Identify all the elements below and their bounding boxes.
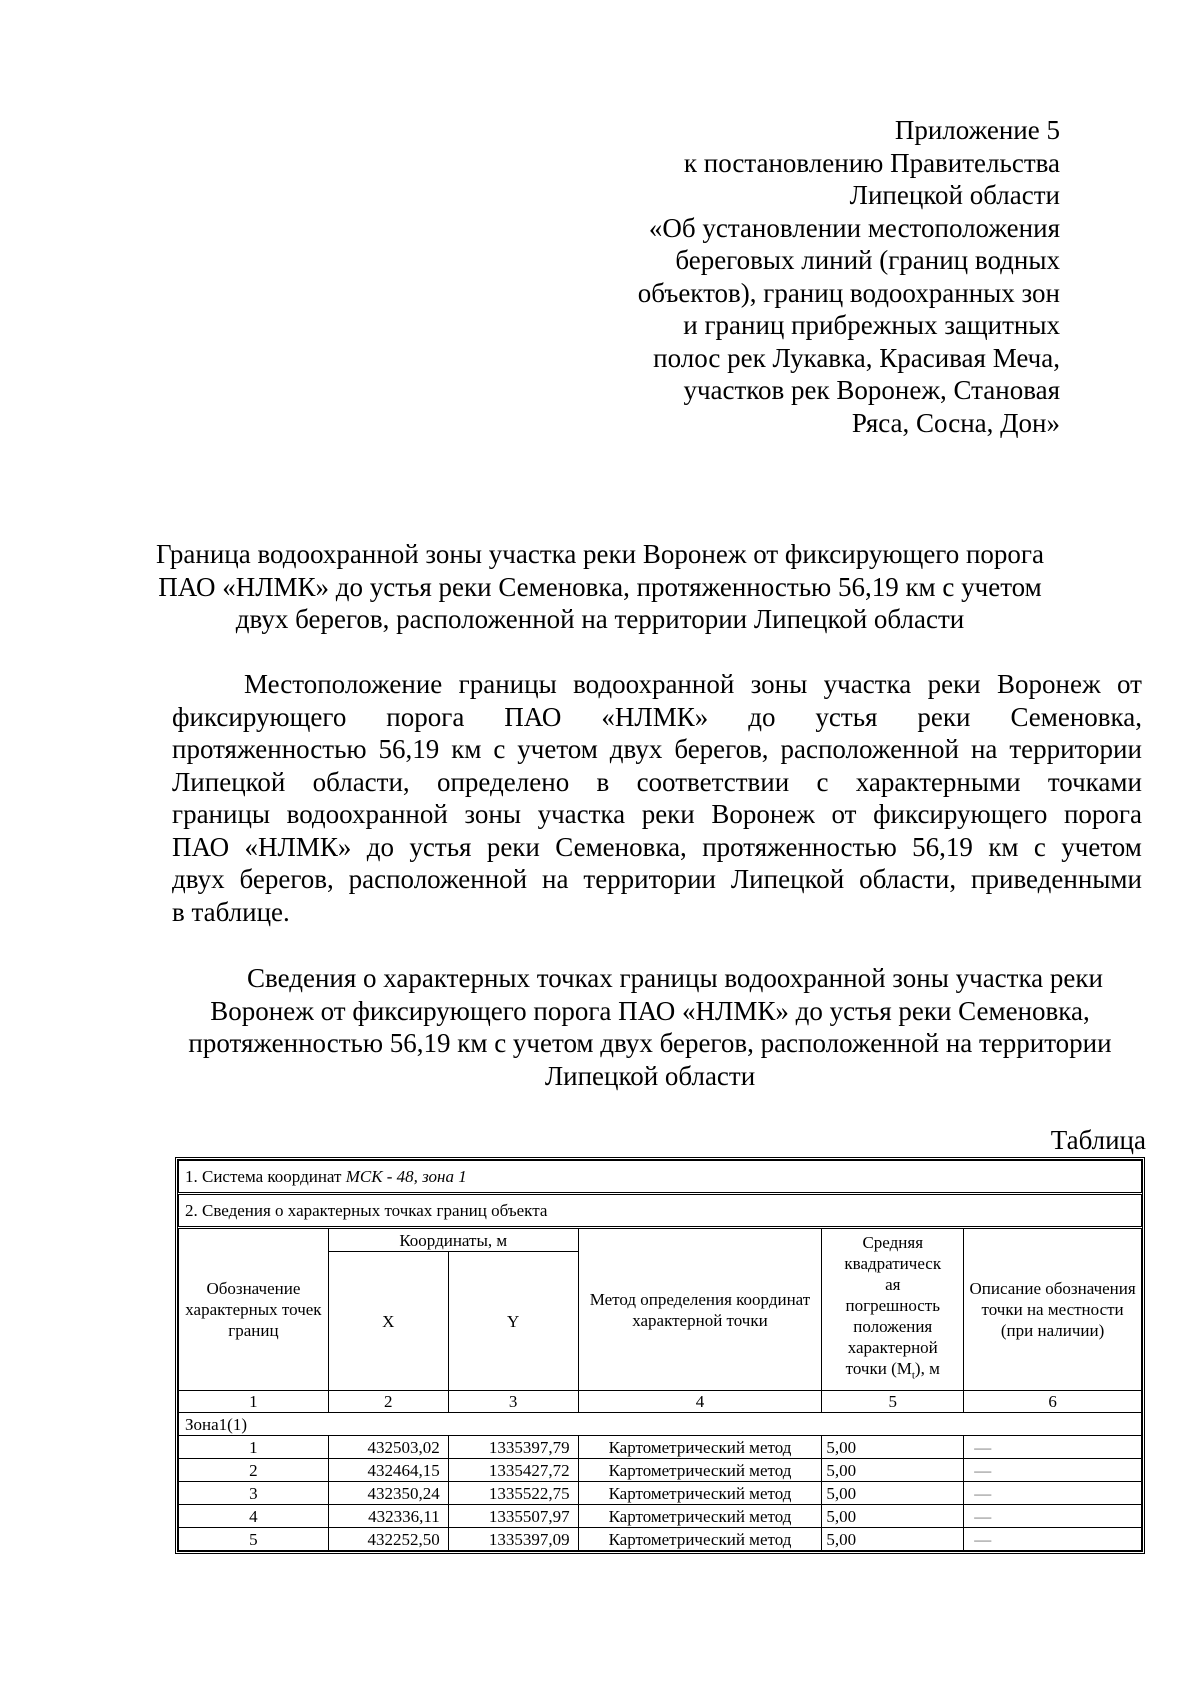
header-description: Описание обозначения точки на местности (при наличии) xyxy=(964,1228,1142,1391)
title-line: ПАО «НЛМК» до устья реки Семеновка, протяженностью 56,19 км с учетом xyxy=(158,571,1042,602)
description-cell: — xyxy=(964,1505,1142,1528)
appendix-line: к постановлению Правительства xyxy=(683,147,1060,178)
header-x: X xyxy=(328,1252,448,1391)
col-number: 1 xyxy=(179,1391,329,1413)
error-cell: 5,00 xyxy=(822,1505,964,1528)
zone-label: Зона1(1) xyxy=(179,1413,1142,1436)
object-info-row: 2. Сведения о характерных точках границ объекта xyxy=(179,1194,1142,1228)
description-cell: — xyxy=(964,1436,1142,1459)
x-coordinate-cell: 432336,11 xyxy=(328,1505,448,1528)
x-coordinate-cell: 432464,15 xyxy=(328,1459,448,1482)
col-number: 4 xyxy=(578,1391,822,1413)
point-number-cell: 2 xyxy=(179,1459,329,1482)
appendix-line: Ряса, Сосна, Дон» xyxy=(851,407,1060,438)
table-row xyxy=(179,1505,1142,1528)
paragraph-line: в таблице. xyxy=(172,896,290,927)
point-number-cell: 1 xyxy=(179,1436,329,1459)
paragraph-line: двух берегов, расположенной на территории Липецкой области, приведенными xyxy=(172,864,1142,894)
col-number: 3 xyxy=(448,1391,578,1413)
table-row xyxy=(179,1459,1142,1482)
y-coordinate-cell: 1335397,09 xyxy=(448,1528,578,1551)
coordinates-table-frame xyxy=(175,1157,1145,1554)
paragraph-line: протяженностью 56,19 км с учетом двух берегов, расположенной на территории xyxy=(172,734,1142,764)
x-coordinate-cell: 432503,02 xyxy=(328,1436,448,1459)
method-cell: Картометрический метод xyxy=(578,1459,822,1482)
body-paragraph xyxy=(172,668,1142,928)
description-cell: — xyxy=(964,1482,1142,1505)
title-line: двух берегов, расположенной на территории Липецкой области xyxy=(235,604,965,634)
coordinate-system-name: МСК - 48, зона 1 xyxy=(345,1167,467,1186)
point-number-cell: 3 xyxy=(179,1482,329,1505)
appendix-line: Липецкой области xyxy=(849,180,1060,210)
col-number: 6 xyxy=(964,1391,1142,1413)
coordinate-system-row xyxy=(179,1161,1142,1194)
method-cell: Картометрический метод xyxy=(578,1528,822,1551)
caption-line: Сведения о характерных точках границы водоохранной зоны участка реки xyxy=(247,963,1103,993)
caption-line: протяженностью 56,19 км с учетом двух берегов, расположенной на территории xyxy=(188,1028,1112,1058)
method-cell: Картометрический метод xyxy=(578,1505,822,1528)
appendix-line: полос рек Лукавка, Красивая Меча, xyxy=(653,342,1060,373)
caption-line: Воронеж от фиксирующего порога ПАО «НЛМК» до устья реки Семеновка, xyxy=(210,995,1090,1026)
caption-line: Липецкой области xyxy=(544,1060,756,1091)
title-line: Граница водоохранной зоны участка реки Воронеж от фиксирующего порога xyxy=(156,539,1044,569)
table-caption xyxy=(150,962,1150,1092)
appendix-line: «Об установлении местоположения xyxy=(648,212,1060,243)
table-row xyxy=(179,1436,1142,1459)
coordinate-system-prefix: 1. Система координат xyxy=(185,1167,346,1186)
header-coords: Координаты, м xyxy=(328,1228,578,1252)
error-cell: 5,00 xyxy=(822,1436,964,1459)
header-method: Метод определения координат характерной точки xyxy=(578,1228,822,1391)
header-error: Средняя квадратическ ая погрешность положения характерной точки $(M_t)$, м xyxy=(822,1228,964,1391)
y-coordinate-cell: 1335397,79 xyxy=(448,1436,578,1459)
document-title xyxy=(150,538,1050,636)
point-number-cell: 5 xyxy=(179,1528,329,1551)
appendix-line: Приложение 5 xyxy=(894,115,1060,145)
col-number: 5 xyxy=(822,1391,964,1413)
appendix-line: участков рек Воронеж, Становая xyxy=(683,375,1060,405)
description-cell: — xyxy=(964,1459,1142,1482)
paragraph-line: Местоположение границы водоохранной зоны участка реки Воронеж от xyxy=(244,669,1142,699)
table-label: Таблица xyxy=(1050,1125,1146,1155)
x-coordinate-cell: 432350,24 xyxy=(328,1482,448,1505)
description-cell: — xyxy=(964,1528,1142,1551)
error-cell: 5,00 xyxy=(822,1459,964,1482)
coordinates-table xyxy=(178,1160,1142,1551)
appendix-header xyxy=(540,114,1060,439)
point-number-cell: 4 xyxy=(179,1505,329,1528)
paragraph-line: границы водоохранной зоны участка реки Воронеж от фиксирующего порога xyxy=(172,799,1142,829)
paragraph-line: Липецкой области, определено в соответствии с характерными точками xyxy=(172,766,1142,797)
header-point: Обозначение характерных точек границ xyxy=(179,1228,329,1391)
col-number: 2 xyxy=(328,1391,448,1413)
table-row xyxy=(179,1482,1142,1505)
appendix-line: и границ прибрежных защитных xyxy=(683,310,1060,340)
appendix-line: береговых линий (границ водных xyxy=(675,245,1060,275)
y-coordinate-cell: 1335507,97 xyxy=(448,1505,578,1528)
error-cell: 5,00 xyxy=(822,1528,964,1551)
paragraph-line: ПАО «НЛМК» до устья реки Семеновка, протяженностью 56,19 км с учетом xyxy=(172,831,1142,862)
y-coordinate-cell: 1335427,72 xyxy=(448,1459,578,1482)
method-cell: Картометрический метод xyxy=(578,1482,822,1505)
method-cell: Картометрический метод xyxy=(578,1436,822,1459)
y-coordinate-cell: 1335522,75 xyxy=(448,1482,578,1505)
header-y: Y xyxy=(448,1252,578,1391)
error-cell: 5,00 xyxy=(822,1482,964,1505)
paragraph-line: фиксирующего порога ПАО «НЛМК» до устья реки Семеновка, xyxy=(172,701,1142,732)
table-row xyxy=(179,1528,1142,1551)
appendix-line: объектов), границ водоохранных зон xyxy=(637,277,1060,308)
x-coordinate-cell: 432252,50 xyxy=(328,1528,448,1551)
